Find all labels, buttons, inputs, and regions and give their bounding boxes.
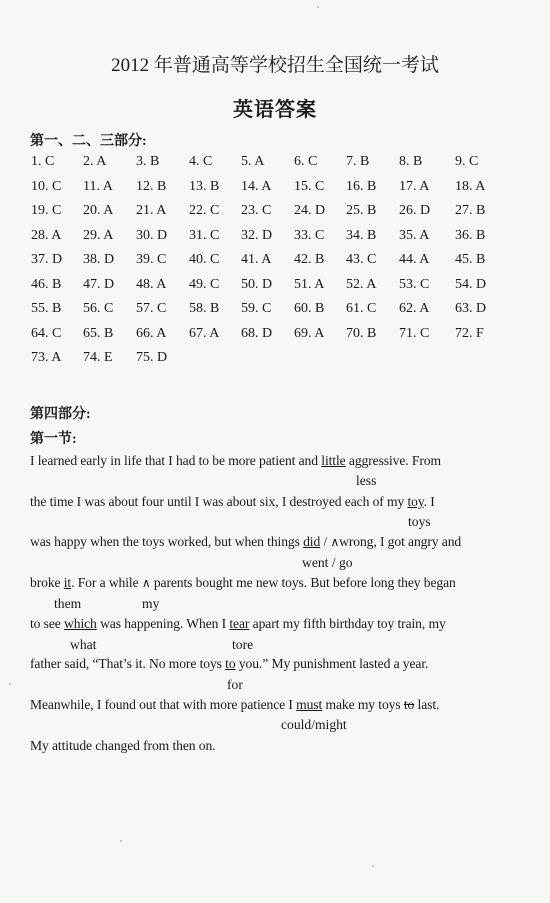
passage-line-7: Meanwhile, I found out that with more patience I must make my toys to last. <box>30 697 440 712</box>
passage-line-1: I learned early in life that I had to be more patient and little aggressive. From <box>30 453 441 468</box>
answer-item: 68. D <box>241 325 273 341</box>
answer-item: 21. A <box>136 203 167 218</box>
error-word: toy <box>407 494 424 509</box>
answer-item: 47. D <box>83 276 115 292</box>
answer-item: 70. B <box>346 325 377 341</box>
exam-title: 2012 年普通高等学校招生全国统一考试 <box>111 55 439 76</box>
answer-item: 75. D <box>136 350 168 365</box>
answer-item: 15. C <box>294 178 325 194</box>
passage-line-5: to see which was happening. When I tear apart my fifth birthday toy train, my <box>30 616 446 631</box>
answer-item: 34. B <box>346 227 377 243</box>
answer-item: 20. A <box>83 203 114 218</box>
answer-item: 25. B <box>346 203 377 218</box>
answer-item: 61. C <box>346 301 377 316</box>
error-word: did <box>303 534 321 549</box>
answer-item: 1. C <box>31 154 55 169</box>
answer-item: 53. C <box>399 276 430 292</box>
answer-item: 60. B <box>294 301 325 316</box>
error-word: little <box>321 453 346 468</box>
answer-item: 11. A <box>83 178 113 194</box>
answer-item: 5. A <box>241 154 265 169</box>
answer-item: 13. B <box>189 178 220 194</box>
section-1-heading: 第一节: <box>30 432 77 447</box>
scan-speck <box>120 840 122 842</box>
answer-item: 69. A <box>294 325 325 341</box>
answer-item: 46. B <box>31 276 62 292</box>
answer-item: 45. B <box>455 252 486 267</box>
answer-item: 54. D <box>455 276 487 292</box>
correction: them <box>54 596 82 611</box>
deleted-word: to <box>403 697 415 712</box>
answer-item: 41. A <box>241 252 272 267</box>
answer-item: 56. C <box>83 301 114 316</box>
scan-speck <box>372 865 374 867</box>
answer-item: 64. C <box>31 325 62 341</box>
answer-item: 55. B <box>31 301 62 316</box>
answer-item: 22. C <box>189 203 220 218</box>
answer-item: 27. B <box>455 203 486 218</box>
answer-item: 33. C <box>294 227 325 243</box>
answer-item: 73. A <box>31 350 62 365</box>
correction: for <box>227 677 243 692</box>
error-word: to <box>225 656 236 671</box>
answer-item: 26. D <box>399 203 431 218</box>
answer-item: 8. B <box>399 154 423 169</box>
insert-mark: ∧ <box>330 535 340 549</box>
answer-item: 10. C <box>31 178 62 194</box>
answer-item: 40. C <box>189 252 220 267</box>
error-word: must <box>296 697 323 712</box>
answer-item: 31. C <box>189 227 220 243</box>
answer-item: 38. D <box>83 252 115 267</box>
answer-key-title: 英语答案 <box>233 99 317 121</box>
answer-item: 16. B <box>346 178 377 194</box>
answer-item: 29. A <box>83 227 114 243</box>
answer-item: 63. D <box>455 301 487 316</box>
answer-item: 58. B <box>189 301 220 316</box>
answer-item: 48. A <box>136 276 167 292</box>
answer-item: 28. A <box>31 227 62 243</box>
answer-item: 62. A <box>399 301 430 316</box>
passage-line-6: father said, “That’s it. No more toys to you.” My punishment lasted a year. <box>30 656 429 671</box>
answer-item: 17. A <box>399 178 430 194</box>
correction: could/might <box>281 717 347 732</box>
answer-item: 3. B <box>136 154 160 169</box>
answer-item: 4. C <box>189 154 213 169</box>
answer-item: 43. C <box>346 252 377 267</box>
answer-item: 52. A <box>346 276 377 292</box>
correction: my <box>142 596 160 611</box>
answer-item: 23. C <box>241 203 272 218</box>
insert-mark: ∧ <box>141 576 151 590</box>
answer-item: 49. C <box>189 276 220 292</box>
answer-item: 30. D <box>136 227 168 243</box>
passage-line-3: was happy when the toys worked, but when things did / ∧wrong, I got angry and <box>30 534 462 549</box>
answer-item: 36. B <box>455 227 486 243</box>
answer-item: 19. C <box>31 203 62 218</box>
answer-item: 65. B <box>83 325 114 341</box>
answer-item: 44. A <box>399 252 430 267</box>
error-word: it <box>63 575 72 590</box>
answer-item: 71. C <box>399 325 430 341</box>
answer-item: 14. A <box>241 178 272 194</box>
answer-item: 6. C <box>294 154 318 169</box>
correction: went / go <box>302 555 353 570</box>
answer-item: 2. A <box>83 154 107 169</box>
passage-line-4: broke it. For a while ∧ parents bought me new toys. But before long they began <box>30 575 456 590</box>
answer-item: 12. B <box>136 178 167 194</box>
answer-item: 67. A <box>189 325 220 341</box>
answer-item: 32. D <box>241 227 273 243</box>
passage-line-2: the time I was about four until I was about six, I destroyed each of my toy. I <box>30 494 435 509</box>
answer-item: 74. E <box>83 350 113 365</box>
correction: tore <box>232 637 254 652</box>
answer-item: 42. B <box>294 252 325 267</box>
part-4-heading: 第四部分: <box>30 407 91 422</box>
correction: less <box>356 473 377 488</box>
answer-item: 7. B <box>346 154 370 169</box>
scan-speck <box>9 683 11 685</box>
answer-item: 50. D <box>241 276 273 292</box>
passage-line-8: My attitude changed from then on. <box>30 738 216 753</box>
error-word: which <box>64 616 97 631</box>
correction: what <box>70 637 97 652</box>
answer-item: 24. D <box>294 203 326 218</box>
answer-item: 35. A <box>399 227 430 243</box>
answer-item: 39. C <box>136 252 167 267</box>
answer-item: 72. F <box>455 325 484 341</box>
answer-item: 37. D <box>31 252 63 267</box>
correction: toys <box>408 514 431 529</box>
answer-item: 59. C <box>241 301 272 316</box>
part-1-3-heading: 第一、二、三部分: <box>30 134 147 149</box>
error-word: tear <box>229 616 250 631</box>
answer-item: 66. A <box>136 325 167 341</box>
answer-item: 57. C <box>136 301 167 316</box>
answer-item: 51. A <box>294 276 325 292</box>
answer-item: 9. C <box>455 154 479 169</box>
scan-speck <box>317 6 319 8</box>
answer-item: 18. A <box>455 178 486 194</box>
